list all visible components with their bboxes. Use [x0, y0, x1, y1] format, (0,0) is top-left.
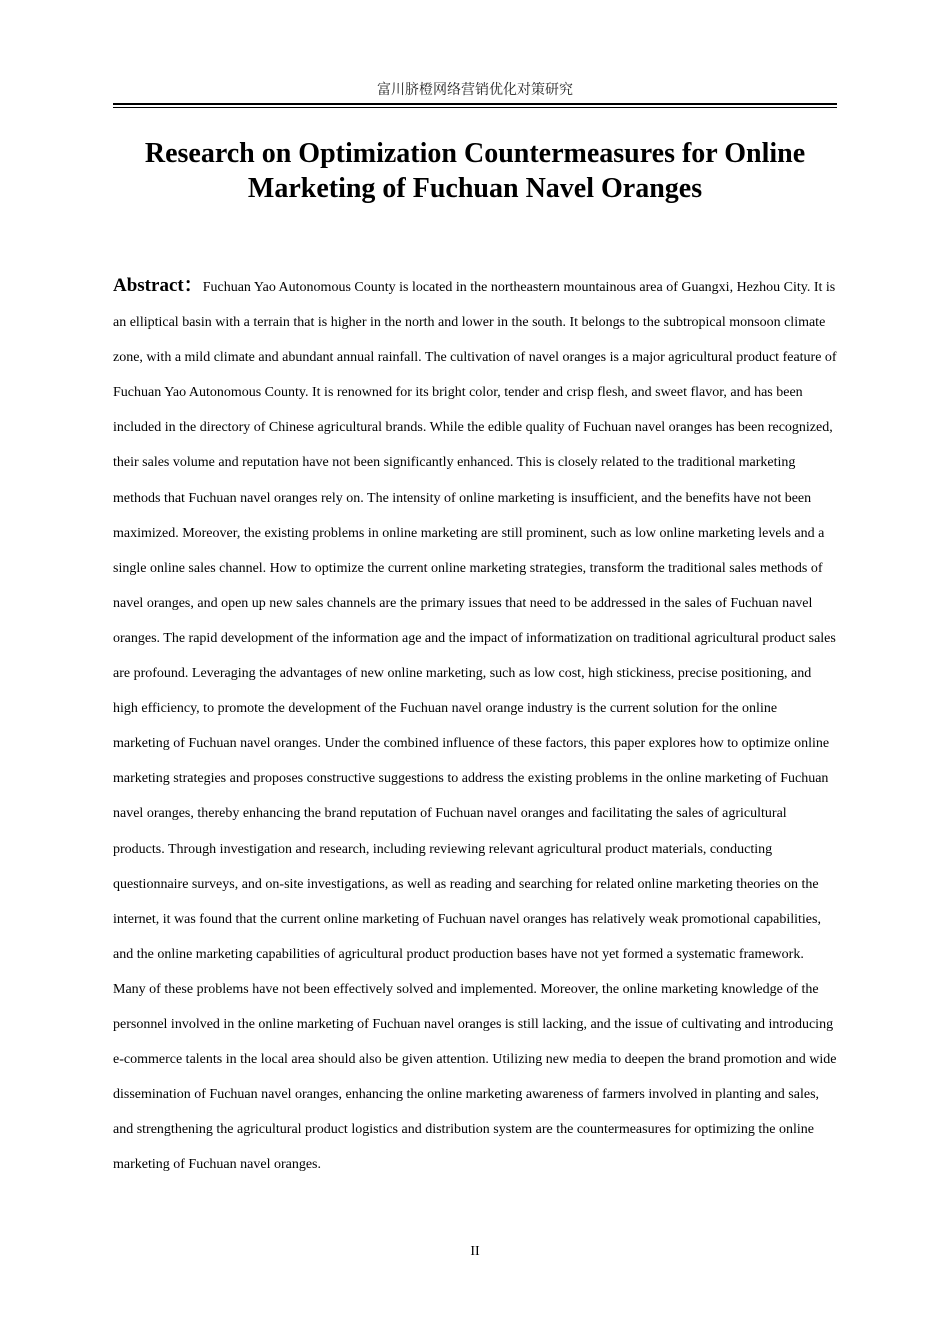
- running-header: 富川脐橙网络营销优化对策研究: [377, 82, 573, 98]
- abstract-text: Fuchuan Yao Autonomous County is located in the northeastern mountainous area of Guangxi, Hezhou City. It is an elliptical basin with a terrain that is higher in the north and lower in the south. It belongs to the subtropical monsoon climate zone, with a mild climate and abundant annual rainfall. The cultivation of navel oranges is a major agricultural product feature of Fuchuan Yao Autonomous County. It is renowned for its bright color, tender and crisp flesh, and sweet flavor, and has been included in the directory of Chinese agricultural brands. While the edible quality of Fuchuan navel oranges has been recognized, their sales volume and reputation have not been significantly enhanced. This is closely related to the traditional marketing methods that Fuchuan navel oranges rely on. The intensity of online marketing is insufficient, and the benefits have not been maximized. Moreover, the existing problems in online marketing are still prominent, such as low online marketing levels and a single online sales channel. How to optimize the current online marketing strategies, transform the traditional sales methods of navel oranges, and open up new sales channels are the primary issues that need to be addressed in the sales of Fuchuan navel oranges. The rapid development of the information age and the impact of informatization on traditional agricultural product sales are profound. Leveraging the advantages of new online marketing, such as low cost, high stickiness, precise positioning, and high efficiency, to promote the development of the Fuchuan navel orange industry is the current solution for the online marketing of Fuchuan navel oranges. Under the combined influence of these factors, this paper explores how to optimize online marketing strategies and proposes constructive suggestions to address the existing problems in the online marketing of Fuchuan navel oranges, thereby enhancing the brand reputation of Fuchuan navel oranges and facilitating the sales of agricultural products. Through investigation and research, including reviewing relevant agricultural product materials, conducting questionnaire surveys, and on-site investigations, as well as reading and searching for related online marketing theories on the internet, it was found that the current online marketing of Fuchuan navel oranges has relatively weak promotional capabilities, and the online marketing capabilities of agricultural product production bases have not yet formed a systematic framework. Many of these problems have not been effectively solved and implemented. Moreover, the online marketing knowledge of the personnel involved in the online marketing of Fuchuan navel oranges is still lacking, and the issue of cultivating and introducing e-commerce talents in the local area should also be given attention. Utilizing new media to deepen the brand promotion and wide dissemination of Fuchuan navel oranges, enhancing the online marketing awareness of farmers involved in planting and sales, and strengthening the agricultural product logistics and distribution system are the countermeasures for optimizing the online marketing of Fuchuan navel oranges.: [113, 280, 837, 1173]
- abstract-paragraph: [113, 268, 837, 1182]
- page-number: II: [470, 1244, 480, 1259]
- paper-title-line-1: Research on Optimization Countermeasures for Online: [144, 138, 806, 169]
- paper-title: [113, 136, 837, 206]
- header-double-rule: [113, 103, 837, 108]
- abstract-label: Abstract：: [113, 275, 203, 296]
- paper-title-line-2: Marketing of Fuchuan Navel Oranges: [247, 173, 703, 204]
